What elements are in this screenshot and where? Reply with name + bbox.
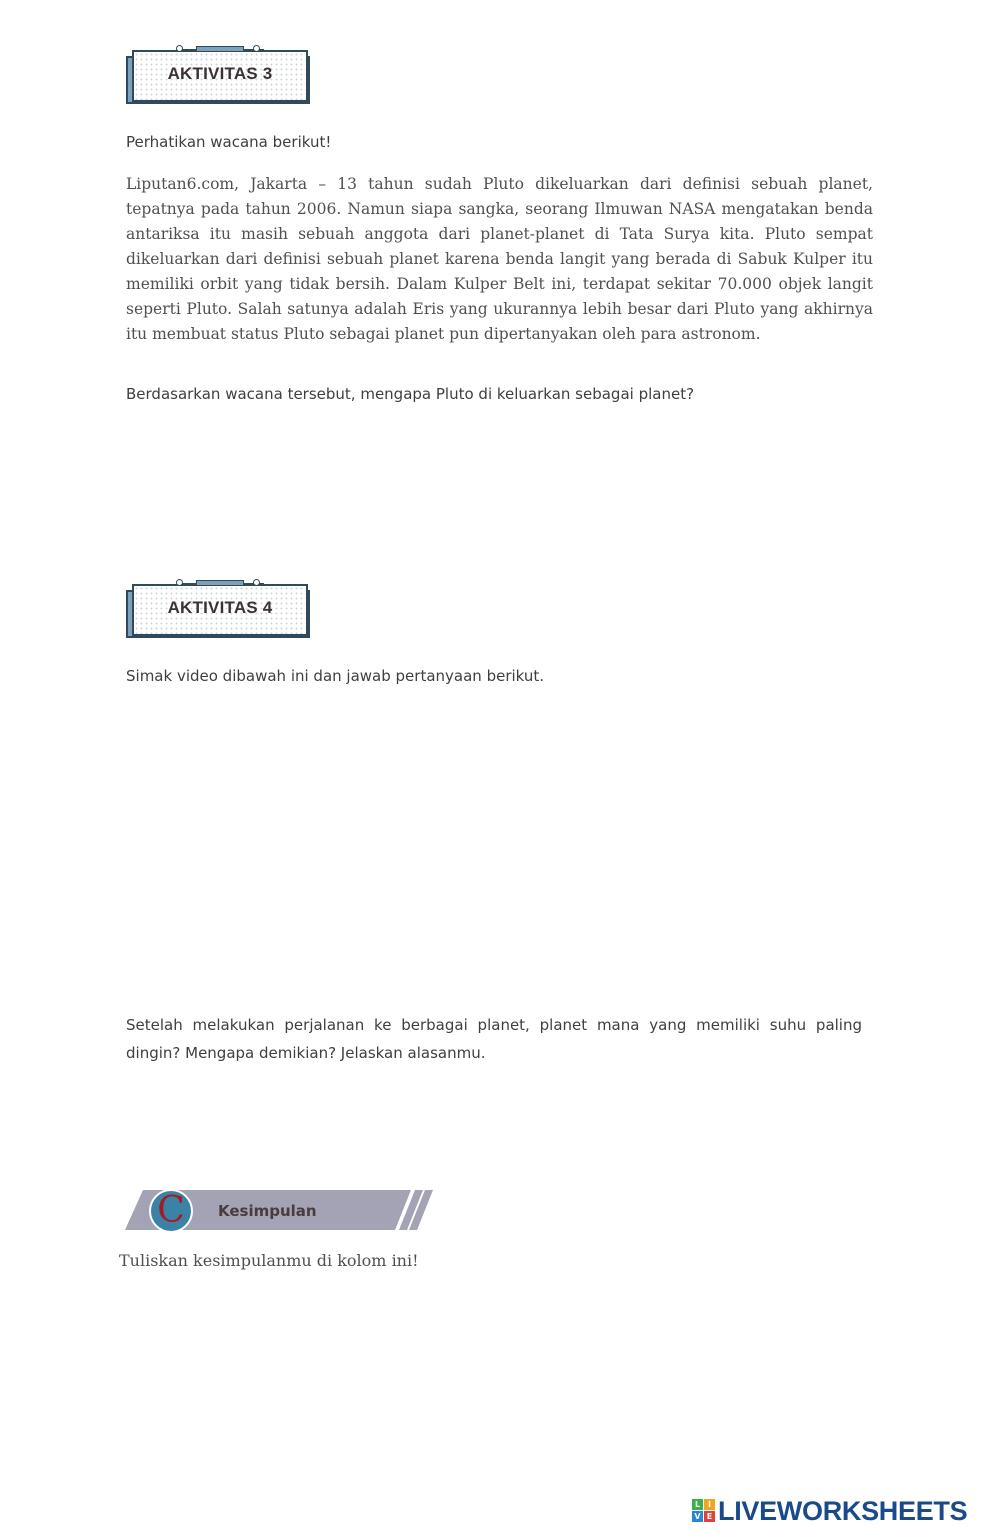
activity-4-instruction: Simak video dibawah ini dan jawab pertanyaan berikut. [126,667,545,685]
logo-icon-letter: L [692,1499,703,1510]
banner-dot [176,579,183,586]
logo-icon-letter: V [692,1511,703,1522]
conclusion-instruction: Tuliskan kesimpulanmu di kolom ini! [119,1251,419,1270]
activity-3-passage: Liputan6.com, Jakarta – 13 tahun sudah Pluto dikeluarkan dari definisi sebuah planet, tepatnya pada tahun 2006. Namun siapa sangka, seorang Ilmuwan NASA mengatakan benda antariksa itu masih sebuah anggota dari planet-planet di Tata Surya kita. Pluto sempat dikeluarkan dari definisi sebuah planet karena benda langit yang berada di Sabuk Kulper itu memiliki orbit yang tidak bersih. Dalam Kulper Belt ini, terdapat sekitar 70.000 objek langit seperti Pluto. Salah satunya adalah Eris yang ukurannya lebih besar dari Pluto yang akhirnya itu membuat status Pluto sebagai planet pun dipertanyakan oleh para astronom. [126,175,873,343]
activity-3-title: AKTIVITAS 3 [167,64,273,83]
banner-dot [253,45,260,52]
activity-3-banner [126,48,312,110]
activity-3-question: Berdasarkan wacana tersebut, mengapa Pluto di keluarkan sebagai planet? [126,385,695,403]
conclusion-letter-badge: C [149,1189,193,1233]
activity-3-instruction: Perhatikan wacana berikut! [126,133,332,151]
banner-dot [176,45,183,52]
banner-tab [196,580,244,586]
activity-4-question: Setelah melakukan perjalanan ke berbagai planet, planet mana yang memiliki suhu paling dingin? Mengapa demikian? Jelaskan alasanmu. [126,1016,862,1062]
activity-4-banner [126,582,312,644]
banner-dot [253,579,260,586]
logo-icon-letter: E [704,1511,715,1522]
liveworksheets-wordmark: LIVEWORKSHEETS [718,1496,968,1526]
conclusion-title: Kesimpulan [218,1202,317,1220]
conclusion-header [125,1188,435,1234]
liveworksheets-icon [692,1499,716,1523]
banner-tab [196,46,244,52]
logo-icon-letter: I [704,1499,715,1510]
activity-4-title: AKTIVITAS 4 [167,598,273,617]
